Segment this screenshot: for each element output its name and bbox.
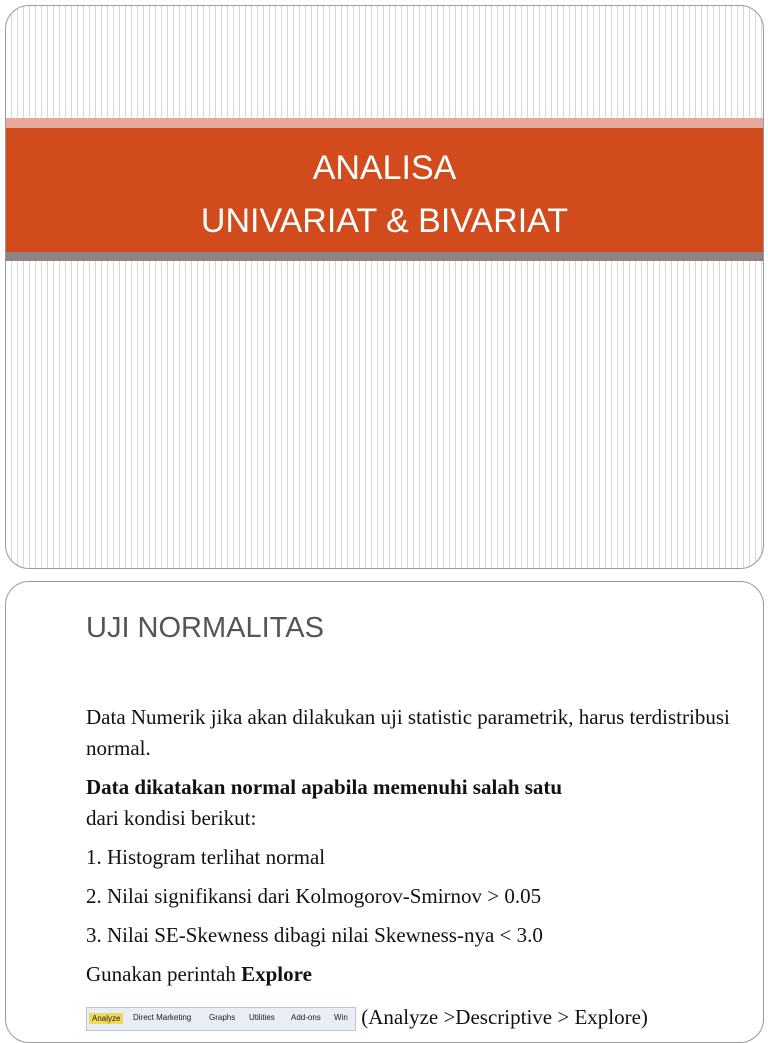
instruction-prefix: Gunakan perintah [86,962,242,986]
condition-bold: Data dikatakan normal apabila memenuhi salah satu [86,775,563,799]
slide-body [86,702,736,998]
list-item: 3. Nilai SE-Skewness dibagi nilai Skewness-nya < 3.0 [86,923,543,947]
paragraph-intro: Data Numerik jika akan dilakukan uji statistic parametrik, harus terdistribusi normal. [86,705,730,760]
spss-menubar-screenshot [86,1007,356,1031]
list-item: 2. Nilai signifikansi dari Kolmogorov-Smirnov > 0.05 [86,884,542,908]
title-line-1: ANALISA [312,149,457,187]
menu-item-add-ons: Add-ons [291,1013,321,1023]
slide-title [6,142,763,248]
title-band-bottom [6,252,763,261]
menu-item-utilities: Utilities [249,1013,275,1023]
menu-row [86,1005,648,1031]
instruction-command: Explore [241,962,312,986]
title-slide [5,5,764,569]
title-band-top [6,118,763,128]
menu-item-analyze: Analyze [89,1013,123,1024]
menu-item-graphs: Graphs [209,1013,236,1023]
menu-item-window: Win [334,1013,348,1023]
list-item: 1. Histogram terlihat normal [86,845,326,869]
condition-rest: dari kondisi berikut: [86,806,257,830]
menu-item-direct-marketing: Direct Marketing [133,1013,192,1023]
instruction-line [86,959,736,990]
slide-heading: UJI NORMALITAS [86,612,324,644]
menu-path: (Analyze >Descriptive > Explore) [361,1005,648,1029]
title-line-2: UNIVARIAT & BIVARIAT [200,202,569,240]
content-slide [5,581,764,1043]
paragraph-condition [86,772,736,834]
